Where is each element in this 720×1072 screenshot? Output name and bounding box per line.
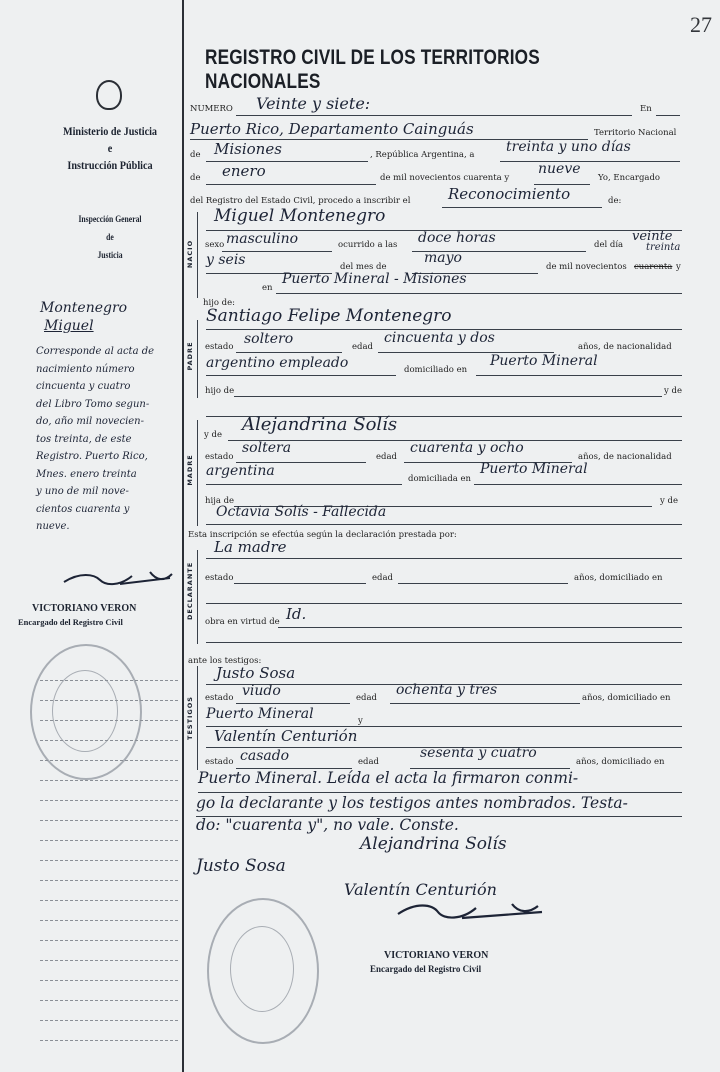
rule — [474, 484, 682, 485]
label-edad: edad — [356, 693, 377, 703]
act-type-text: Reconocimiento — [448, 185, 571, 203]
label-edad: edad — [358, 757, 379, 767]
margin-dotted-line — [40, 1000, 178, 1001]
day-text: treinta y uno días — [506, 139, 631, 155]
margin-note-line: Mnes. enero treinta — [36, 468, 137, 480]
label-de: de — [190, 150, 201, 160]
margin-dotted-line — [40, 960, 178, 961]
ministry-line-1: Ministerio de Justicia — [62, 124, 158, 138]
label-registro: del Registro del Estado Civil, procedo a inscribir el — [190, 196, 411, 206]
witness2-status: casado — [240, 748, 290, 764]
margin-note-text — [36, 343, 186, 536]
margin-dotted-line — [40, 1040, 178, 1041]
label-de: de — [190, 173, 201, 183]
label-mes: del mes de — [340, 262, 387, 272]
margin-dotted-line — [40, 820, 178, 821]
page-title: REGISTRO CIVIL DE LOS TERRITORIOS NACIONALES — [205, 46, 540, 93]
section-bar — [197, 320, 198, 398]
witness1-age: ochenta y tres — [396, 682, 498, 698]
sex-text: masculino — [226, 231, 299, 247]
label-y-de2: y de — [204, 430, 222, 440]
birth-month-text: mayo — [424, 250, 462, 266]
label-estado: estado — [205, 757, 234, 767]
label-yo: Yo, Encargado — [598, 173, 661, 183]
label-hija-de: hija de — [205, 496, 235, 506]
witness1-name: Justo Sosa — [216, 664, 296, 682]
label-numero: NUMERO — [190, 104, 233, 114]
rule — [442, 207, 602, 208]
father-age: cincuenta y dos — [384, 330, 495, 346]
section-label-padre: PADRE — [186, 341, 194, 371]
rule — [206, 642, 682, 643]
margin-dotted-line — [40, 700, 178, 701]
rule — [656, 115, 680, 116]
margin-dotted-line — [40, 900, 178, 901]
mother-parent: Octavia Solís - Fallecida — [216, 504, 387, 520]
margin-note-line: Corresponde al acta de — [36, 346, 155, 357]
rule — [278, 627, 682, 628]
ministry-line-3: Instrucción Pública — [67, 158, 153, 172]
label-estado: estado — [205, 452, 234, 462]
label-edad: edad — [372, 573, 393, 583]
margin-dotted-line — [40, 800, 178, 801]
inspection-line-2: de — [106, 232, 114, 242]
section-label-declarante: DECLARANTE — [186, 561, 194, 620]
margin-dotted-line — [40, 920, 178, 921]
margin-name: Miguel — [44, 318, 94, 334]
label-obra: obra en virtud de — [205, 617, 280, 627]
ministry-line-2: e — [107, 141, 113, 155]
closing-line-2: go la declarante y los testigos antes nombrados. Testa- — [196, 794, 628, 812]
stamp-inner-ring — [230, 926, 294, 1012]
margin-dotted-line — [40, 680, 178, 681]
father-home: Puerto Mineral — [490, 353, 598, 369]
witness1-status: viudo — [242, 683, 281, 699]
witness2-age: sesenta y cuatro — [420, 745, 537, 761]
label-en2: en — [262, 283, 273, 293]
section-label-testigos: TESTIGOS — [186, 696, 194, 740]
rule — [206, 603, 682, 604]
month-text: enero — [222, 162, 266, 180]
margin-dotted-line — [40, 760, 178, 761]
inspection-line-3: Justicia — [97, 250, 123, 260]
officer-title: Encargado del Registro Civil — [370, 964, 482, 974]
label-anos-dom: años, domiciliado en — [576, 757, 665, 767]
officer-name: VICTORIANO VERON — [384, 950, 489, 961]
label-territorio: Territorio Nacional — [594, 128, 677, 138]
birth-place-text: Puerto Mineral - Misiones — [282, 271, 467, 287]
section-bar — [197, 666, 198, 770]
page-number: 27 — [690, 12, 712, 37]
inspection-line-1: Inspección General — [78, 214, 142, 224]
declarant-text: La madre — [214, 538, 287, 556]
signature-witness2: Valentín Centurión — [344, 880, 497, 899]
obra-text: Id. — [286, 605, 307, 623]
label-hijo-de: hijo de — [205, 386, 235, 396]
label-domiciliado: domiciliado en — [404, 365, 468, 375]
struck-text: cuarenta — [634, 262, 673, 272]
section-label-nacio: NACIO — [186, 239, 194, 269]
rule — [390, 703, 580, 704]
margin-dotted-line — [40, 720, 178, 721]
section-bar — [197, 420, 198, 526]
father-nationality: argentino empleado — [206, 355, 349, 371]
margin-officer-name: VICTORIANO VERON — [32, 603, 137, 614]
signature-witness1: Justo Sosa — [196, 856, 286, 876]
margin-dotted-line — [40, 860, 178, 861]
margin-note-line: y uno de mil nove- — [36, 486, 129, 497]
rule — [236, 703, 350, 704]
margin-divider — [182, 0, 184, 1072]
rule — [206, 375, 396, 376]
label-y-de: y de — [664, 386, 682, 396]
witness1-y: y — [358, 716, 363, 726]
section-label-madre: MADRE — [186, 454, 194, 486]
section-bar — [197, 212, 198, 298]
margin-officer-title: Encargado del Registro Civil — [18, 617, 123, 627]
label-testigos: ante los testigos: — [188, 656, 262, 666]
closing-line-1: Puerto Mineral. Leída el acta la firmaron conmi- — [198, 769, 579, 787]
rule — [206, 558, 682, 559]
rule — [276, 293, 682, 294]
rule — [236, 115, 632, 116]
label-edad: edad — [376, 452, 397, 462]
signature-declarant: Alejandrina Solís — [360, 834, 507, 854]
label-estado: estado — [205, 342, 234, 352]
label-domiciliada: domiciliada en — [408, 474, 472, 484]
margin-dotted-line — [40, 940, 178, 941]
margin-note-line: nueve. — [36, 521, 70, 532]
record-number: Veinte y siete: — [256, 94, 371, 113]
margin-dotted-line — [40, 780, 178, 781]
label-sexo: sexo — [205, 240, 225, 250]
label-anos-nac: años, de nacionalidad — [578, 452, 672, 462]
margin-signature — [60, 566, 180, 592]
label-inscripcion: Esta inscripción se efectúa según la declaración prestada por: — [188, 530, 457, 540]
rule — [234, 396, 662, 397]
rule — [234, 583, 366, 584]
coat-of-arms-icon — [96, 80, 122, 110]
margin-note-line: del Libro Tomo segun- — [36, 398, 150, 410]
margin-surname: Montenegro — [40, 300, 128, 316]
rule — [206, 484, 402, 485]
margin-note-line: nacimiento número — [36, 363, 135, 375]
mother-nationality: argentina — [206, 463, 275, 479]
father-status: soltero — [244, 331, 294, 347]
label-anos-dom: años, domiciliado en — [574, 573, 663, 583]
witness1-home: Puerto Mineral — [206, 706, 314, 722]
section-bar — [197, 550, 198, 644]
rule — [236, 352, 342, 353]
margin-dotted-line — [40, 1020, 178, 1021]
margin-note-line: tos treinta, de este — [36, 433, 132, 445]
rule — [198, 792, 682, 793]
rule — [206, 524, 682, 525]
place-text: Puerto Rico, Departamento Cainguás — [190, 120, 474, 138]
rule — [500, 161, 680, 162]
label-mil2: de mil novecientos — [546, 262, 627, 272]
label-estado: estado — [205, 573, 234, 583]
margin-dotted-line — [40, 840, 178, 841]
label-mil1: de mil novecientos cuarenta y — [380, 173, 510, 183]
rule — [206, 184, 376, 185]
birth-day-correction: treinta — [646, 242, 681, 253]
label-estado: estado — [205, 693, 234, 703]
label-edad: edad — [352, 342, 373, 352]
officer-signature — [392, 896, 552, 926]
label-anos-dom: años, domiciliado en — [582, 693, 671, 703]
label-y-de: y de — [660, 496, 678, 506]
person-name: Miguel Montenegro — [214, 206, 386, 226]
label-anos-nac: años, de nacionalidad — [578, 342, 672, 352]
margin-note-line: do, año mil novecien- — [36, 416, 145, 427]
mother-age: cuarenta y ocho — [410, 440, 524, 456]
label-de2: de: — [608, 196, 622, 206]
margin-note-line: cincuenta y cuatro — [36, 381, 131, 392]
margin-note-line: cientos cuarenta y — [36, 503, 130, 515]
label-hijo: hijo de: — [203, 298, 235, 308]
hour-text: doce horas — [418, 230, 496, 246]
year-text: nueve — [538, 161, 581, 177]
rule — [476, 375, 682, 376]
margin-dotted-line — [40, 880, 178, 881]
label-ocurrido: ocurrido a las — [338, 240, 398, 250]
margin-dotted-line — [40, 740, 178, 741]
mother-name: Alejandrina Solís — [242, 414, 398, 435]
label-y: y — [676, 262, 681, 272]
rule — [398, 583, 568, 584]
mother-home: Puerto Mineral — [480, 461, 588, 477]
witness2-name: Valentín Centurión — [214, 727, 358, 745]
birth-day-text: veinte — [632, 229, 673, 244]
margin-dotted-line — [40, 980, 178, 981]
territory-text: Misiones — [214, 140, 282, 158]
father-name: Santiago Felipe Montenegro — [206, 306, 452, 326]
closing-line-3: do: "cuarenta y", no vale. Conste. — [196, 816, 459, 834]
margin-note-line: Registro. Puerto Rico, — [36, 451, 148, 462]
birth-day-continued: y seis — [206, 252, 246, 268]
mother-status: soltera — [242, 440, 292, 456]
label-dia: del día — [594, 240, 624, 250]
label-republica: , República Argentina, a — [370, 150, 475, 160]
label-en: En — [640, 104, 652, 114]
